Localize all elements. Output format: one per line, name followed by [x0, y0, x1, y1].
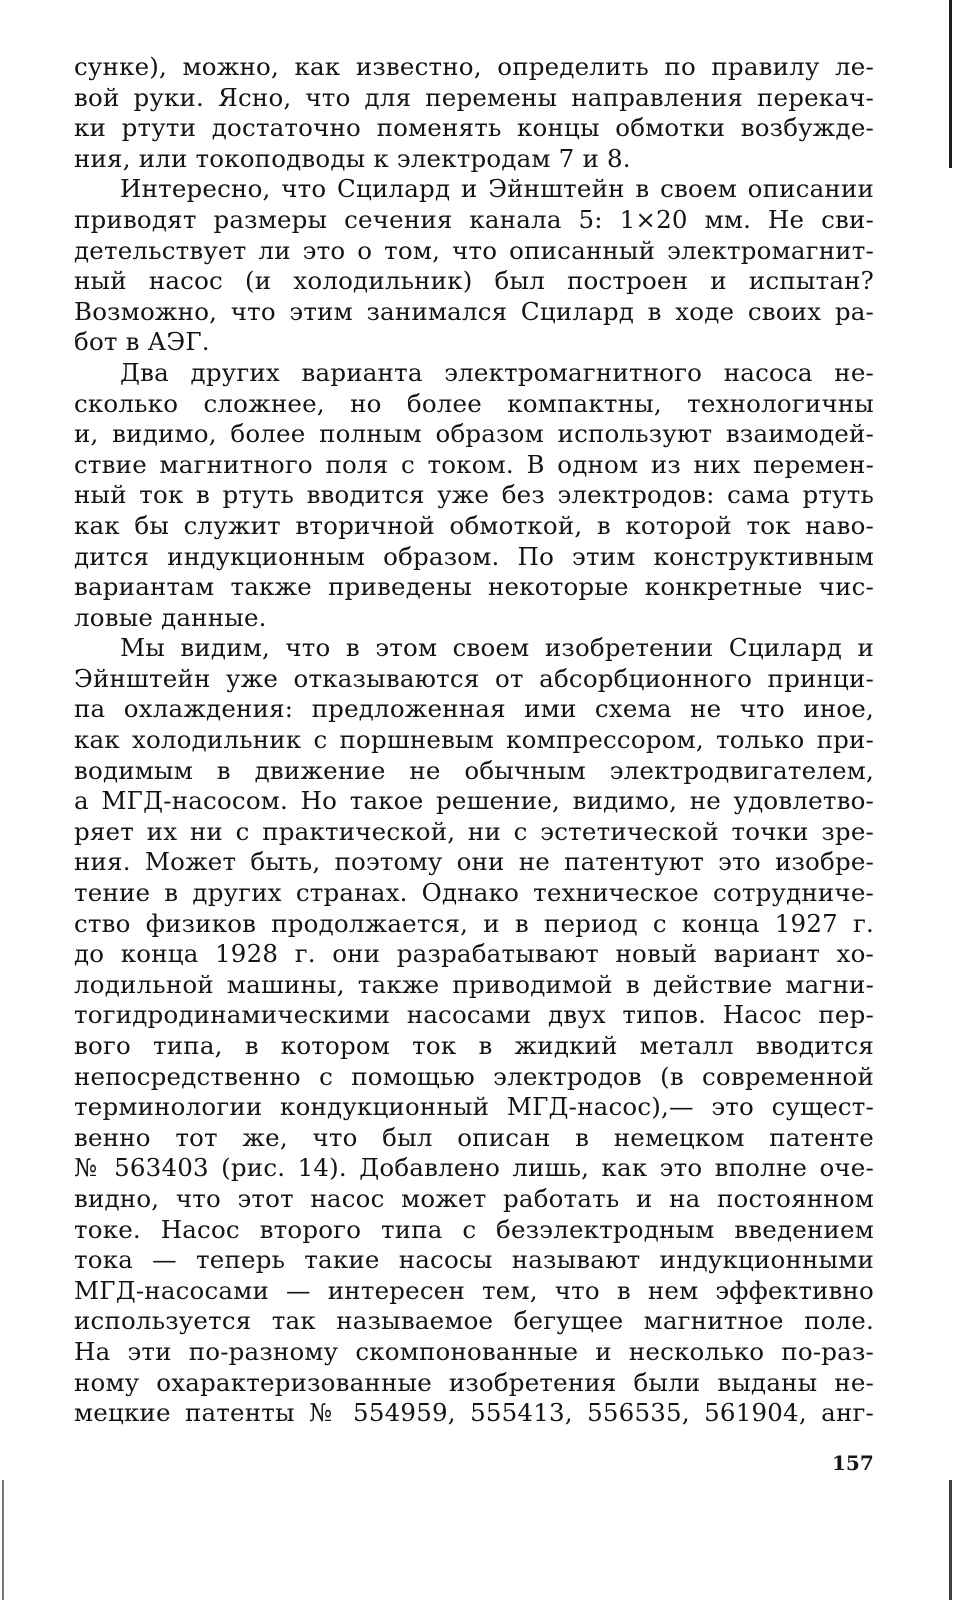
page-number: 157 — [832, 1451, 874, 1475]
text-line: ки ртути достаточно поменять концы обмотки возбужде- — [74, 113, 874, 143]
text-line: сколько сложнее, но более компактны, технологичны — [74, 388, 874, 418]
text-line: ния. Может быть, поэтому они не патентуют это изобре- — [74, 847, 874, 877]
text-line: приводят размеры сечения канала 5: 1×20 мм. Не сви- — [74, 204, 874, 234]
text-line: водимым в движение не обычным электродвигателем, — [74, 755, 874, 785]
text-line: ство физиков продолжается, и в период с конца 1927 г. — [74, 908, 874, 938]
text-line: ный ток в ртуть вводится уже без электродов: сама ртуть — [74, 480, 874, 510]
text-line: вариантам также приведены некоторые конкретные чис- — [74, 572, 874, 602]
text-line: венно тот же, что был описан в немецком патенте — [74, 1122, 874, 1152]
text-line: токе. Насос второго типа с безэлектродным введением — [74, 1214, 874, 1244]
text-line: № 563403 (рис. 14). Добавлено лишь, как это вполне оче- — [74, 1153, 874, 1183]
text-line: ряет их ни с практической, ни с эстетической точки зре- — [74, 816, 874, 846]
text-line: детельствует ли это о том, что описанный электромагнит- — [74, 235, 874, 265]
text-line: сунке), можно, как известно, определить по правилу ле- — [74, 52, 874, 81]
text-line: вого типа, в котором ток в жидкий металл вводится — [74, 1031, 874, 1060]
text-line: Мы видим, что в этом своем изобретении Сцилард и — [120, 633, 874, 663]
paragraph-1 — [74, 52, 874, 174]
text-line: мецкие патенты № 554959, 555413, 556535, 561904, анг- — [74, 1398, 874, 1428]
text-line: как бы служит вторичной обмоткой, в которой ток наво- — [74, 510, 874, 540]
scan-edge-line — [2, 1480, 4, 1600]
text-line: бот в АЭГ. — [74, 327, 210, 357]
paragraph-4 — [74, 633, 874, 1428]
scan-edge-line — [949, 1480, 952, 1600]
text-line: до конца 1928 г. они разрабатывают новый вариант хо- — [74, 939, 874, 969]
text-line: Эйнштейн уже отказываются от абсорбционного принци- — [74, 663, 874, 693]
text-line: лодильной машины, также приводимой в действие магни- — [74, 969, 874, 999]
text-line: ния, или токоподводы к электродам 7 и 8. — [74, 143, 631, 173]
text-line: тока — теперь такие насосы называют индукционными — [74, 1245, 874, 1275]
scan-edge-line — [949, 0, 952, 168]
paragraph-3 — [74, 358, 874, 633]
text-line: ному охарактеризованные изобретения были выданы не- — [74, 1367, 874, 1397]
text-line: ловые данные. — [74, 602, 267, 632]
text-line: Возможно, что этим занимался Сцилард в ходе своих ра- — [74, 296, 874, 326]
text-line: непосредственно с помощью электродов (в современной — [74, 1061, 874, 1091]
text-line: тение в других странах. Однако техническое сотрудниче- — [74, 878, 874, 908]
text-line: вой руки. Ясно, что для перемены направления перекач- — [74, 82, 874, 112]
text-line: как холодильник с поршневым компрессором, только при- — [74, 725, 874, 755]
text-line: ствие магнитного поля с током. В одном из них перемен- — [74, 449, 874, 479]
text-line: видно, что этот насос может работать и на постоянном — [74, 1183, 874, 1213]
text-line: используется так называемое бегущее магнитное поле. — [74, 1306, 874, 1336]
text-line: терминологии кондукционный МГД-насос),— это сущест- — [74, 1092, 874, 1122]
text-line: па охлаждения: предложенная ими схема не что иное, — [74, 694, 874, 724]
text-line: ный насос (и холодильник) был построен и испытан? — [74, 266, 874, 296]
text-line: а МГД-насосом. Но такое решение, видимо, не удовлетво- — [74, 786, 874, 816]
text-line: дится индукционным образом. По этим конструктивным — [74, 541, 874, 571]
text-line: Два других варианта электромагнитного насоса не- — [120, 357, 874, 387]
text-line: Интересно, что Сцилард и Эйнштейн в своем описании — [120, 174, 874, 204]
page-body — [74, 52, 874, 1429]
text-line: МГД-насосами — интересен тем, что в нем эффективно — [74, 1275, 874, 1305]
text-line: и, видимо, более полным образом используют взаимодей- — [74, 419, 874, 449]
text-line: На эти по-разному скомпонованные и несколько по-раз- — [74, 1336, 874, 1366]
paragraph-2 — [74, 174, 874, 358]
text-line: тогидродинамическими насосами двух типов. Насос пер- — [74, 1000, 874, 1030]
